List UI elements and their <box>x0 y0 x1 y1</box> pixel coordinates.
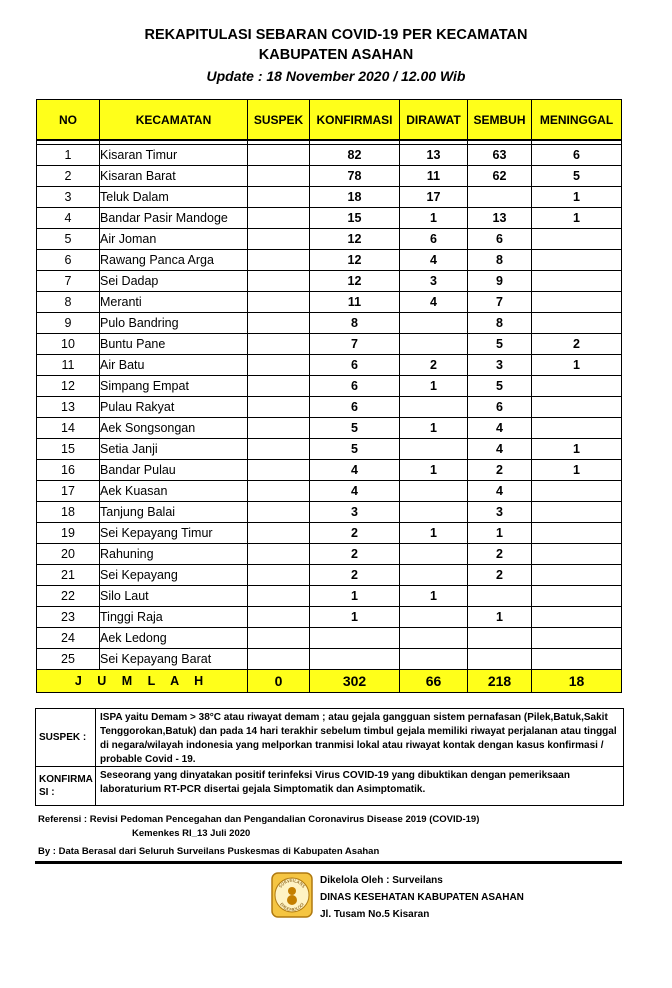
row-sembuh: 4 <box>468 418 532 439</box>
table-row <box>37 271 622 292</box>
row-dirawat: 1 <box>400 586 468 607</box>
row-no: 23 <box>37 607 100 628</box>
row-kecamatan: Rawang Panca Arga <box>100 250 248 271</box>
report-title: REKAPITULASI SEBARAN COVID-19 PER KECAMATAN <box>144 27 528 43</box>
row-meninggal <box>532 418 622 439</box>
table-row <box>37 292 622 313</box>
row-no: 3 <box>37 187 100 208</box>
row-no: 16 <box>37 460 100 481</box>
update-date: Update : 18 November 2020 / 12.00 Wib <box>206 68 466 84</box>
row-suspek <box>248 523 310 544</box>
row-dirawat: 3 <box>400 271 468 292</box>
row-no: 10 <box>37 334 100 355</box>
row-sembuh: 3 <box>468 355 532 376</box>
row-kecamatan: Sei Kepayang Timur <box>100 523 248 544</box>
row-dirawat: 1 <box>400 418 468 439</box>
table-row <box>37 376 622 397</box>
row-konfirmasi: 6 <box>310 397 400 418</box>
row-sembuh: 63 <box>468 145 532 166</box>
row-sembuh: 7 <box>468 292 532 313</box>
total-sembuh: 218 <box>468 670 532 693</box>
suspek-definition <box>36 709 623 767</box>
row-no: 5 <box>37 229 100 250</box>
col-header-konfirmasi: KONFIRMASI <box>310 100 400 141</box>
row-meninggal: 1 <box>532 187 622 208</box>
row-suspek <box>248 145 310 166</box>
row-sembuh <box>468 586 532 607</box>
table-row <box>37 208 622 229</box>
row-konfirmasi: 12 <box>310 229 400 250</box>
total-suspek: 0 <box>248 670 310 693</box>
managed-by <box>320 872 524 923</box>
surveilans-logo <box>271 872 313 918</box>
row-konfirmasi: 5 <box>310 418 400 439</box>
table-row <box>37 418 622 439</box>
col-header-kecamatan: KECAMATAN <box>100 100 248 141</box>
col-header-suspek: SUSPEK <box>248 100 310 141</box>
row-suspek <box>248 439 310 460</box>
table-row <box>37 250 622 271</box>
row-meninggal <box>532 523 622 544</box>
row-no: 6 <box>37 250 100 271</box>
row-dirawat: 6 <box>400 229 468 250</box>
row-no: 18 <box>37 502 100 523</box>
row-no: 12 <box>37 376 100 397</box>
row-sembuh: 62 <box>468 166 532 187</box>
row-suspek <box>248 586 310 607</box>
row-dirawat: 2 <box>400 355 468 376</box>
suspek-label: SUSPEK : <box>36 709 96 766</box>
total-label: J U M L A H <box>37 670 248 693</box>
row-sembuh: 6 <box>468 397 532 418</box>
col-header-dirawat: DIRAWAT <box>400 100 468 141</box>
row-kecamatan: Bandar Pasir Mandoge <box>100 208 248 229</box>
table-row <box>37 544 622 565</box>
row-konfirmasi: 12 <box>310 250 400 271</box>
row-dirawat <box>400 397 468 418</box>
total-dirawat: 66 <box>400 670 468 693</box>
row-sembuh <box>468 649 532 670</box>
row-no: 14 <box>37 418 100 439</box>
row-sembuh: 1 <box>468 523 532 544</box>
row-konfirmasi: 7 <box>310 334 400 355</box>
row-kecamatan: Tinggi Raja <box>100 607 248 628</box>
row-kecamatan: Buntu Pane <box>100 334 248 355</box>
table-row <box>37 355 622 376</box>
row-meninggal <box>532 313 622 334</box>
row-suspek <box>248 460 310 481</box>
row-suspek <box>248 565 310 586</box>
row-suspek <box>248 544 310 565</box>
row-no: 8 <box>37 292 100 313</box>
row-dirawat: 1 <box>400 376 468 397</box>
row-meninggal: 1 <box>532 208 622 229</box>
row-dirawat <box>400 502 468 523</box>
row-kecamatan: Rahuning <box>100 544 248 565</box>
row-konfirmasi: 1 <box>310 607 400 628</box>
row-meninggal <box>532 229 622 250</box>
row-konfirmasi: 12 <box>310 271 400 292</box>
row-kecamatan: Aek Ledong <box>100 628 248 649</box>
row-suspek <box>248 607 310 628</box>
row-suspek <box>248 271 310 292</box>
row-sembuh <box>468 628 532 649</box>
row-meninggal <box>532 502 622 523</box>
row-dirawat: 1 <box>400 208 468 229</box>
row-konfirmasi <box>310 628 400 649</box>
row-no: 17 <box>37 481 100 502</box>
row-konfirmasi: 8 <box>310 313 400 334</box>
table-row <box>37 145 622 166</box>
row-meninggal <box>532 544 622 565</box>
reference-text: Referensi : Revisi Pedoman Pencegahan dan Pengandalian Coronavirus Disease 2019 (COVID-19) <box>38 814 480 825</box>
table-row <box>37 607 622 628</box>
row-meninggal <box>532 628 622 649</box>
row-suspek <box>248 649 310 670</box>
total-meninggal: 18 <box>532 670 622 693</box>
covid-table <box>36 99 622 693</box>
table-row <box>37 229 622 250</box>
row-meninggal <box>532 397 622 418</box>
reference-source: Kemenkes RI_13 Juli 2020 <box>132 828 251 839</box>
row-no: 19 <box>37 523 100 544</box>
row-meninggal <box>532 250 622 271</box>
row-dirawat <box>400 481 468 502</box>
row-no: 24 <box>37 628 100 649</box>
row-meninggal: 6 <box>532 145 622 166</box>
logo-text-bottom: EPIDEMIOLOGI <box>279 901 305 913</box>
row-konfirmasi <box>310 649 400 670</box>
row-kecamatan: Simpang Empat <box>100 376 248 397</box>
row-konfirmasi: 18 <box>310 187 400 208</box>
row-kecamatan: Kisaran Timur <box>100 145 248 166</box>
row-dirawat: 13 <box>400 145 468 166</box>
row-sembuh: 8 <box>468 250 532 271</box>
table-row <box>37 649 622 670</box>
row-konfirmasi: 2 <box>310 544 400 565</box>
konfirmasi-definition <box>36 767 623 805</box>
row-dirawat <box>400 649 468 670</box>
row-no: 20 <box>37 544 100 565</box>
row-sembuh: 5 <box>468 334 532 355</box>
row-sembuh: 1 <box>468 607 532 628</box>
row-meninggal: 1 <box>532 460 622 481</box>
row-meninggal <box>532 271 622 292</box>
row-kecamatan: Pulo Bandring <box>100 313 248 334</box>
row-suspek <box>248 628 310 649</box>
table-row <box>37 439 622 460</box>
agency-name: DINAS KESEHATAN KABUPATEN ASAHAN <box>320 892 524 903</box>
row-dirawat: 17 <box>400 187 468 208</box>
row-dirawat <box>400 628 468 649</box>
col-header-no: NO <box>37 100 100 141</box>
row-meninggal: 1 <box>532 355 622 376</box>
table-header <box>37 100 622 141</box>
row-kecamatan: Sei Kepayang Barat <box>100 649 248 670</box>
row-dirawat: 11 <box>400 166 468 187</box>
row-no: 9 <box>37 313 100 334</box>
row-dirawat <box>400 565 468 586</box>
row-meninggal: 2 <box>532 334 622 355</box>
total-konfirmasi: 302 <box>310 670 400 693</box>
row-kecamatan: Meranti <box>100 292 248 313</box>
row-kecamatan: Setia Janji <box>100 439 248 460</box>
row-sembuh: 5 <box>468 376 532 397</box>
table-row <box>37 502 622 523</box>
row-konfirmasi: 3 <box>310 502 400 523</box>
row-meninggal <box>532 481 622 502</box>
col-header-sembuh: SEMBUH <box>468 100 532 141</box>
col-header-meninggal: MENINGGAL <box>532 100 622 141</box>
table-row <box>37 565 622 586</box>
row-dirawat: 4 <box>400 250 468 271</box>
row-konfirmasi: 6 <box>310 376 400 397</box>
table-row <box>37 460 622 481</box>
row-dirawat <box>400 334 468 355</box>
data-source: By : Data Berasal dari Seluruh Surveilans Puskesmas di Kabupaten Asahan <box>38 846 380 857</box>
row-sembuh: 6 <box>468 229 532 250</box>
row-kecamatan: Air Joman <box>100 229 248 250</box>
row-suspek <box>248 250 310 271</box>
row-sembuh: 4 <box>468 439 532 460</box>
row-kecamatan: Air Batu <box>100 355 248 376</box>
row-meninggal <box>532 586 622 607</box>
row-konfirmasi: 6 <box>310 355 400 376</box>
row-dirawat: 1 <box>400 523 468 544</box>
row-no: 15 <box>37 439 100 460</box>
row-suspek <box>248 292 310 313</box>
row-dirawat <box>400 313 468 334</box>
table-row <box>37 334 622 355</box>
row-no: 25 <box>37 649 100 670</box>
row-kecamatan: Aek Kuasan <box>100 481 248 502</box>
row-meninggal: 5 <box>532 166 622 187</box>
divider <box>35 861 622 864</box>
row-kecamatan: Kisaran Barat <box>100 166 248 187</box>
agency-address: Jl. Tusam No.5 Kisaran <box>320 909 430 920</box>
row-konfirmasi: 11 <box>310 292 400 313</box>
report-subtitle: KABUPATEN ASAHAN <box>258 47 414 63</box>
row-meninggal <box>532 649 622 670</box>
row-suspek <box>248 376 310 397</box>
table-row <box>37 397 622 418</box>
row-no: 13 <box>37 397 100 418</box>
row-kecamatan: Pulau Rakyat <box>100 397 248 418</box>
table-row <box>37 313 622 334</box>
row-sembuh: 3 <box>468 502 532 523</box>
row-kecamatan: Bandar Pulau <box>100 460 248 481</box>
row-sembuh: 2 <box>468 544 532 565</box>
row-suspek <box>248 166 310 187</box>
managed-by-label: Dikelola Oleh : Surveilans <box>320 875 443 886</box>
row-sembuh <box>468 187 532 208</box>
row-kecamatan: Silo Laut <box>100 586 248 607</box>
row-suspek <box>248 208 310 229</box>
table-row <box>37 481 622 502</box>
konfirmasi-text: Seseorang yang dinyatakan positif terinfeksi Virus COVID-19 yang dibuktikan dengan pemeriksaan laboraturium RT-PCR disertai gejala Simptomatik dan Asimptomatik. <box>100 770 570 795</box>
row-suspek <box>248 229 310 250</box>
row-sembuh: 13 <box>468 208 532 229</box>
row-no: 2 <box>37 166 100 187</box>
suspek-text: ISPA yaitu Demam > 38°C atau riwayat demam ; atau gejala gangguan sistem pernafasan (Pilek,Batuk,Sakit Tenggorokan,Batuk) dan pada 14 hari terakhir sebelum timbul gejala memiliki riwayat perjalanan atau tinggal di negara/wilayah indonesia yang melporkan tranmisi lokal atau riwayat kontak dengan kasus konfirmasi / probable Covid - 19. <box>100 712 617 765</box>
row-no: 7 <box>37 271 100 292</box>
row-sembuh: 9 <box>468 271 532 292</box>
row-no: 4 <box>37 208 100 229</box>
row-sembuh: 4 <box>468 481 532 502</box>
row-dirawat: 1 <box>400 460 468 481</box>
total-row <box>37 670 622 693</box>
row-no: 21 <box>37 565 100 586</box>
table-row <box>37 586 622 607</box>
row-kecamatan: Sei Dadap <box>100 271 248 292</box>
row-suspek <box>248 187 310 208</box>
row-meninggal <box>532 292 622 313</box>
row-kecamatan: Tanjung Balai <box>100 502 248 523</box>
row-sembuh: 8 <box>468 313 532 334</box>
row-suspek <box>248 481 310 502</box>
row-dirawat: 4 <box>400 292 468 313</box>
row-konfirmasi: 2 <box>310 523 400 544</box>
row-sembuh: 2 <box>468 460 532 481</box>
table-row <box>37 187 622 208</box>
table-row <box>37 523 622 544</box>
row-dirawat <box>400 439 468 460</box>
row-dirawat <box>400 607 468 628</box>
row-meninggal <box>532 565 622 586</box>
row-konfirmasi: 2 <box>310 565 400 586</box>
row-konfirmasi: 4 <box>310 460 400 481</box>
row-suspek <box>248 355 310 376</box>
row-dirawat <box>400 544 468 565</box>
row-konfirmasi: 15 <box>310 208 400 229</box>
table-row <box>37 166 622 187</box>
row-kecamatan: Aek Songsongan <box>100 418 248 439</box>
konfirmasi-label: KONFIRMA SI : <box>36 767 96 805</box>
row-meninggal <box>532 607 622 628</box>
logo-text-top: SURVEILANS <box>277 877 307 889</box>
row-no: 11 <box>37 355 100 376</box>
row-suspek <box>248 418 310 439</box>
row-konfirmasi: 5 <box>310 439 400 460</box>
definitions-box <box>35 708 624 806</box>
row-suspek <box>248 334 310 355</box>
row-no: 1 <box>37 145 100 166</box>
row-konfirmasi: 78 <box>310 166 400 187</box>
row-meninggal: 1 <box>532 439 622 460</box>
row-konfirmasi: 4 <box>310 481 400 502</box>
row-konfirmasi: 82 <box>310 145 400 166</box>
row-suspek <box>248 313 310 334</box>
row-kecamatan: Sei Kepayang <box>100 565 248 586</box>
row-sembuh: 2 <box>468 565 532 586</box>
table-row <box>37 628 622 649</box>
row-suspek <box>248 397 310 418</box>
row-konfirmasi: 1 <box>310 586 400 607</box>
row-kecamatan: Teluk Dalam <box>100 187 248 208</box>
row-suspek <box>248 502 310 523</box>
row-meninggal <box>532 376 622 397</box>
row-no: 22 <box>37 586 100 607</box>
